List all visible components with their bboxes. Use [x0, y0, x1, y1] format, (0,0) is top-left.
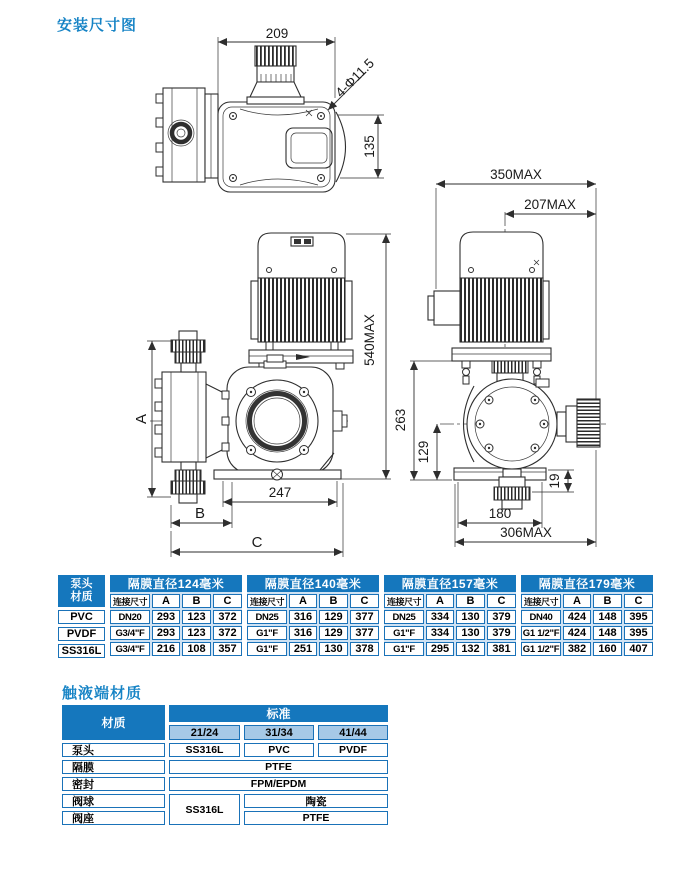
dim-label-306max: 306MAX [500, 525, 552, 540]
dim-label-19: 19 [547, 473, 562, 489]
ball-seat-common-material: SS316L [169, 794, 240, 825]
dim-label-b: B [194, 505, 206, 522]
top-view-drawing [150, 28, 400, 238]
dim-label-129: 129 [416, 440, 431, 464]
size-header: 31/34 [244, 725, 314, 740]
wetted-material-table [62, 705, 388, 825]
material-corner-header: 泵头 材质 [58, 575, 105, 607]
dim-label-350max: 350MAX [490, 167, 542, 182]
pump-head-material: PVDF [318, 743, 388, 757]
side-view-drawing [393, 163, 699, 565]
standard-header: 标准 [169, 705, 388, 722]
wetted-corner-header: 材质 [62, 705, 165, 740]
dim-label-247: 247 [268, 485, 292, 500]
dim-label-263: 263 [393, 408, 408, 432]
dim-label-180: 180 [488, 506, 512, 521]
dim-group-title: 隔膜直径124毫米 [110, 575, 242, 592]
size-header: 41/44 [318, 725, 388, 740]
pump-top-body [156, 46, 346, 192]
dim-group-179: 隔膜直径179毫米 连接尺寸 A B C DN40 424 148 395 G1 1/2"F 424 148 395 G1 1/2"F 382 160 407 [521, 575, 653, 656]
row-label-diaphragm: 隔膜 [62, 760, 165, 774]
dimension-table [58, 575, 653, 658]
dim-label-209: 209 [265, 26, 289, 41]
dim-label-207max: 207MAX [524, 197, 576, 212]
pump-head-material: SS316L [169, 743, 240, 757]
dim-label-holes: 4-Φ11.5 [332, 55, 378, 101]
dim-group-140: 隔膜直径140毫米 连接尺寸 A B C DN25 316 129 377 G1"F 316 129 377 G1"F 251 130 378 [247, 575, 379, 656]
material-label: SS316L [58, 644, 105, 658]
row-label-valve-ball: 阀球 [62, 794, 165, 808]
gearbox [214, 355, 347, 480]
valve-ball-material: 陶瓷 [244, 794, 388, 808]
wetted-section-title: 触液端材质 [62, 685, 143, 702]
pump-body-side [454, 379, 600, 509]
dim-group-title: 隔膜直径157毫米 [384, 575, 516, 592]
motor [249, 233, 353, 369]
dim-label-135: 135 [362, 135, 377, 158]
row-label-valve-seat: 阀座 [62, 811, 165, 825]
page-title: 安装尺寸图 [57, 17, 138, 34]
row-label-seal: 密封 [62, 777, 165, 791]
valve-seat-material: PTFE [244, 811, 388, 825]
size-header: 21/24 [169, 725, 240, 740]
material-label: PVC [58, 610, 105, 624]
pump-head-material: PVC [244, 743, 314, 757]
dim-label-c: C [251, 534, 263, 551]
material-label: PVDF [58, 627, 105, 641]
dim-group-title: 隔膜直径179毫米 [521, 575, 653, 592]
material-column [58, 575, 105, 658]
dim-label-540max: 540MAX [362, 314, 377, 366]
dim-group-124: 隔膜直径124毫米 连接尺寸 A B C DN20 293 123 372 G3/4"F 293 123 372 G3/4"F 216 108 357 [110, 575, 242, 656]
motor-side [428, 232, 551, 392]
dim-label-a: A [133, 413, 150, 425]
dim-group-title: 隔膜直径140毫米 [247, 575, 379, 592]
front-view-drawing [95, 225, 395, 565]
row-label-pump-head: 泵头 [62, 743, 165, 757]
seal-material: FPM/EPDM [169, 777, 388, 791]
diaphragm-material: PTFE [169, 760, 388, 774]
dim-group-157: 隔膜直径157毫米 连接尺寸 A B C DN25 334 130 379 G1"F 334 130 379 G1"F 295 132 381 [384, 575, 516, 656]
